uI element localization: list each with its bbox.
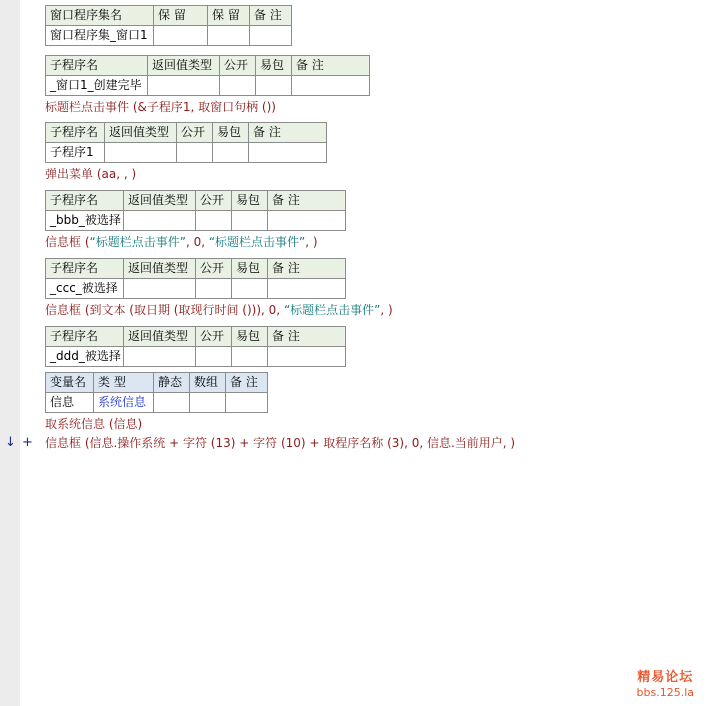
current-line-arrow-icon[interactable]: ↓ bbox=[5, 435, 16, 450]
header-static: 静态 bbox=[154, 373, 190, 393]
static-cell[interactable] bbox=[154, 393, 190, 413]
sub-name-cell[interactable]: 子程序1 bbox=[46, 143, 105, 163]
editor-gutter bbox=[0, 0, 20, 706]
sub-name-cell[interactable]: _ccc_被选择 bbox=[46, 279, 124, 299]
header-public: 公开 bbox=[196, 259, 232, 279]
sub-name-cell[interactable]: _ddd_被选择 bbox=[46, 347, 124, 367]
header-public: 公开 bbox=[196, 327, 232, 347]
forum-watermark bbox=[637, 666, 694, 699]
header-type: 类 型 bbox=[94, 373, 154, 393]
remark-cell[interactable] bbox=[249, 143, 327, 163]
remark-cell[interactable] bbox=[250, 26, 292, 46]
header-return-type: 返回值类型 bbox=[105, 123, 177, 143]
header-reserved-1: 保 留 bbox=[154, 6, 208, 26]
expand-plus-icon[interactable]: + bbox=[22, 435, 33, 450]
assembly-table bbox=[45, 5, 292, 46]
code-line-popup-menu[interactable]: 弹出菜单 (aa, , ) bbox=[45, 167, 137, 181]
code-args: , 0, bbox=[185, 235, 209, 249]
reserved-cell-1[interactable] bbox=[154, 26, 208, 46]
code-line-msgbox-3[interactable]: 信息框 (信息.操作系统 + 字符 (13) + 字符 (10) + 取程序名称 (3), 0, 信息.当前用户, ) bbox=[45, 436, 516, 450]
epkg-cell[interactable] bbox=[213, 143, 249, 163]
variable-table bbox=[45, 372, 268, 413]
header-sub-name: 子程序名 bbox=[46, 191, 124, 211]
array-cell[interactable] bbox=[190, 393, 226, 413]
code-line-msgbox-1[interactable] bbox=[45, 232, 318, 252]
header-epkg: 易包 bbox=[232, 327, 268, 347]
remark-cell[interactable] bbox=[226, 393, 268, 413]
header-remark: 备 注 bbox=[250, 6, 292, 26]
header-sub-name: 子程序名 bbox=[46, 259, 124, 279]
assembly-name-cell[interactable]: 窗口程序集_窗口1 bbox=[46, 26, 154, 46]
reserved-cell-2[interactable] bbox=[208, 26, 250, 46]
remark-cell[interactable] bbox=[268, 347, 346, 367]
code-fn: 信息框 (到文本 (取日期 (取现行时间 ())), 0, bbox=[45, 303, 284, 317]
header-return-type: 返回值类型 bbox=[124, 191, 196, 211]
public-cell[interactable] bbox=[196, 347, 232, 367]
epkg-cell[interactable] bbox=[256, 76, 292, 96]
code-string: “标题栏点击事件” bbox=[283, 303, 381, 317]
watermark-url: bbs.125.la bbox=[636, 686, 694, 699]
return-type-cell[interactable] bbox=[124, 279, 196, 299]
remark-cell[interactable] bbox=[268, 279, 346, 299]
header-public: 公开 bbox=[177, 123, 213, 143]
code-string: “标题栏点击事件” bbox=[89, 235, 186, 249]
header-return-type: 返回值类型 bbox=[124, 259, 196, 279]
header-return-type: 返回值类型 bbox=[148, 56, 220, 76]
header-sub-name: 子程序名 bbox=[46, 327, 124, 347]
public-cell[interactable] bbox=[220, 76, 256, 96]
header-reserved-2: 保 留 bbox=[208, 6, 250, 26]
watermark-title: 精易论坛 bbox=[637, 670, 694, 685]
public-cell[interactable] bbox=[196, 279, 232, 299]
var-name-cell[interactable]: 信息 bbox=[46, 393, 94, 413]
header-public: 公开 bbox=[196, 191, 232, 211]
header-sub-name: 子程序名 bbox=[46, 56, 148, 76]
header-remark: 备 注 bbox=[268, 191, 346, 211]
sub-name-cell[interactable]: _bbb_被选择 bbox=[46, 211, 124, 231]
header-remark: 备 注 bbox=[292, 56, 370, 76]
header-remark: 备 注 bbox=[268, 259, 346, 279]
header-epkg: 易包 bbox=[213, 123, 249, 143]
remark-cell[interactable] bbox=[292, 76, 370, 96]
header-sub-name: 子程序名 bbox=[46, 123, 105, 143]
epkg-cell[interactable] bbox=[232, 211, 268, 231]
code-string: “标题栏点击事件” bbox=[208, 235, 306, 249]
code-line-titlebar-event[interactable]: 标题栏点击事件 (&子程序1, 取窗口句柄 ()) bbox=[45, 100, 276, 114]
header-assembly-name: 窗口程序集名 bbox=[46, 6, 154, 26]
header-epkg: 易包 bbox=[232, 259, 268, 279]
header-return-type: 返回值类型 bbox=[124, 327, 196, 347]
header-remark: 备 注 bbox=[249, 123, 327, 143]
subroutine-table-bbb bbox=[45, 190, 346, 231]
public-cell[interactable] bbox=[177, 143, 213, 163]
header-array: 数组 bbox=[190, 373, 226, 393]
code-line-get-sysinfo[interactable]: 取系统信息 (信息) bbox=[45, 417, 143, 431]
header-var-name: 变量名 bbox=[46, 373, 94, 393]
sub-name-cell[interactable]: _窗口1_创建完毕 bbox=[46, 76, 148, 96]
public-cell[interactable] bbox=[196, 211, 232, 231]
remark-cell[interactable] bbox=[268, 211, 346, 231]
code-line-msgbox-2[interactable] bbox=[45, 300, 393, 320]
return-type-cell[interactable] bbox=[124, 347, 196, 367]
header-epkg: 易包 bbox=[232, 191, 268, 211]
code-end: , ) bbox=[380, 303, 393, 317]
code-end: , ) bbox=[305, 235, 318, 249]
epkg-cell[interactable] bbox=[232, 347, 268, 367]
header-public: 公开 bbox=[220, 56, 256, 76]
subroutine-table-ddd bbox=[45, 326, 346, 367]
code-fn: 信息框 ( bbox=[45, 235, 90, 249]
subroutine-table-create bbox=[45, 55, 370, 96]
epkg-cell[interactable] bbox=[232, 279, 268, 299]
return-type-cell[interactable] bbox=[105, 143, 177, 163]
return-type-cell[interactable] bbox=[124, 211, 196, 231]
header-remark: 备 注 bbox=[268, 327, 346, 347]
header-epkg: 易包 bbox=[256, 56, 292, 76]
var-type-cell[interactable]: 系统信息 bbox=[94, 393, 154, 413]
subroutine-table-ccc bbox=[45, 258, 346, 299]
return-type-cell[interactable] bbox=[148, 76, 220, 96]
subroutine-table-sub1 bbox=[45, 122, 327, 163]
header-remark: 备 注 bbox=[226, 373, 268, 393]
